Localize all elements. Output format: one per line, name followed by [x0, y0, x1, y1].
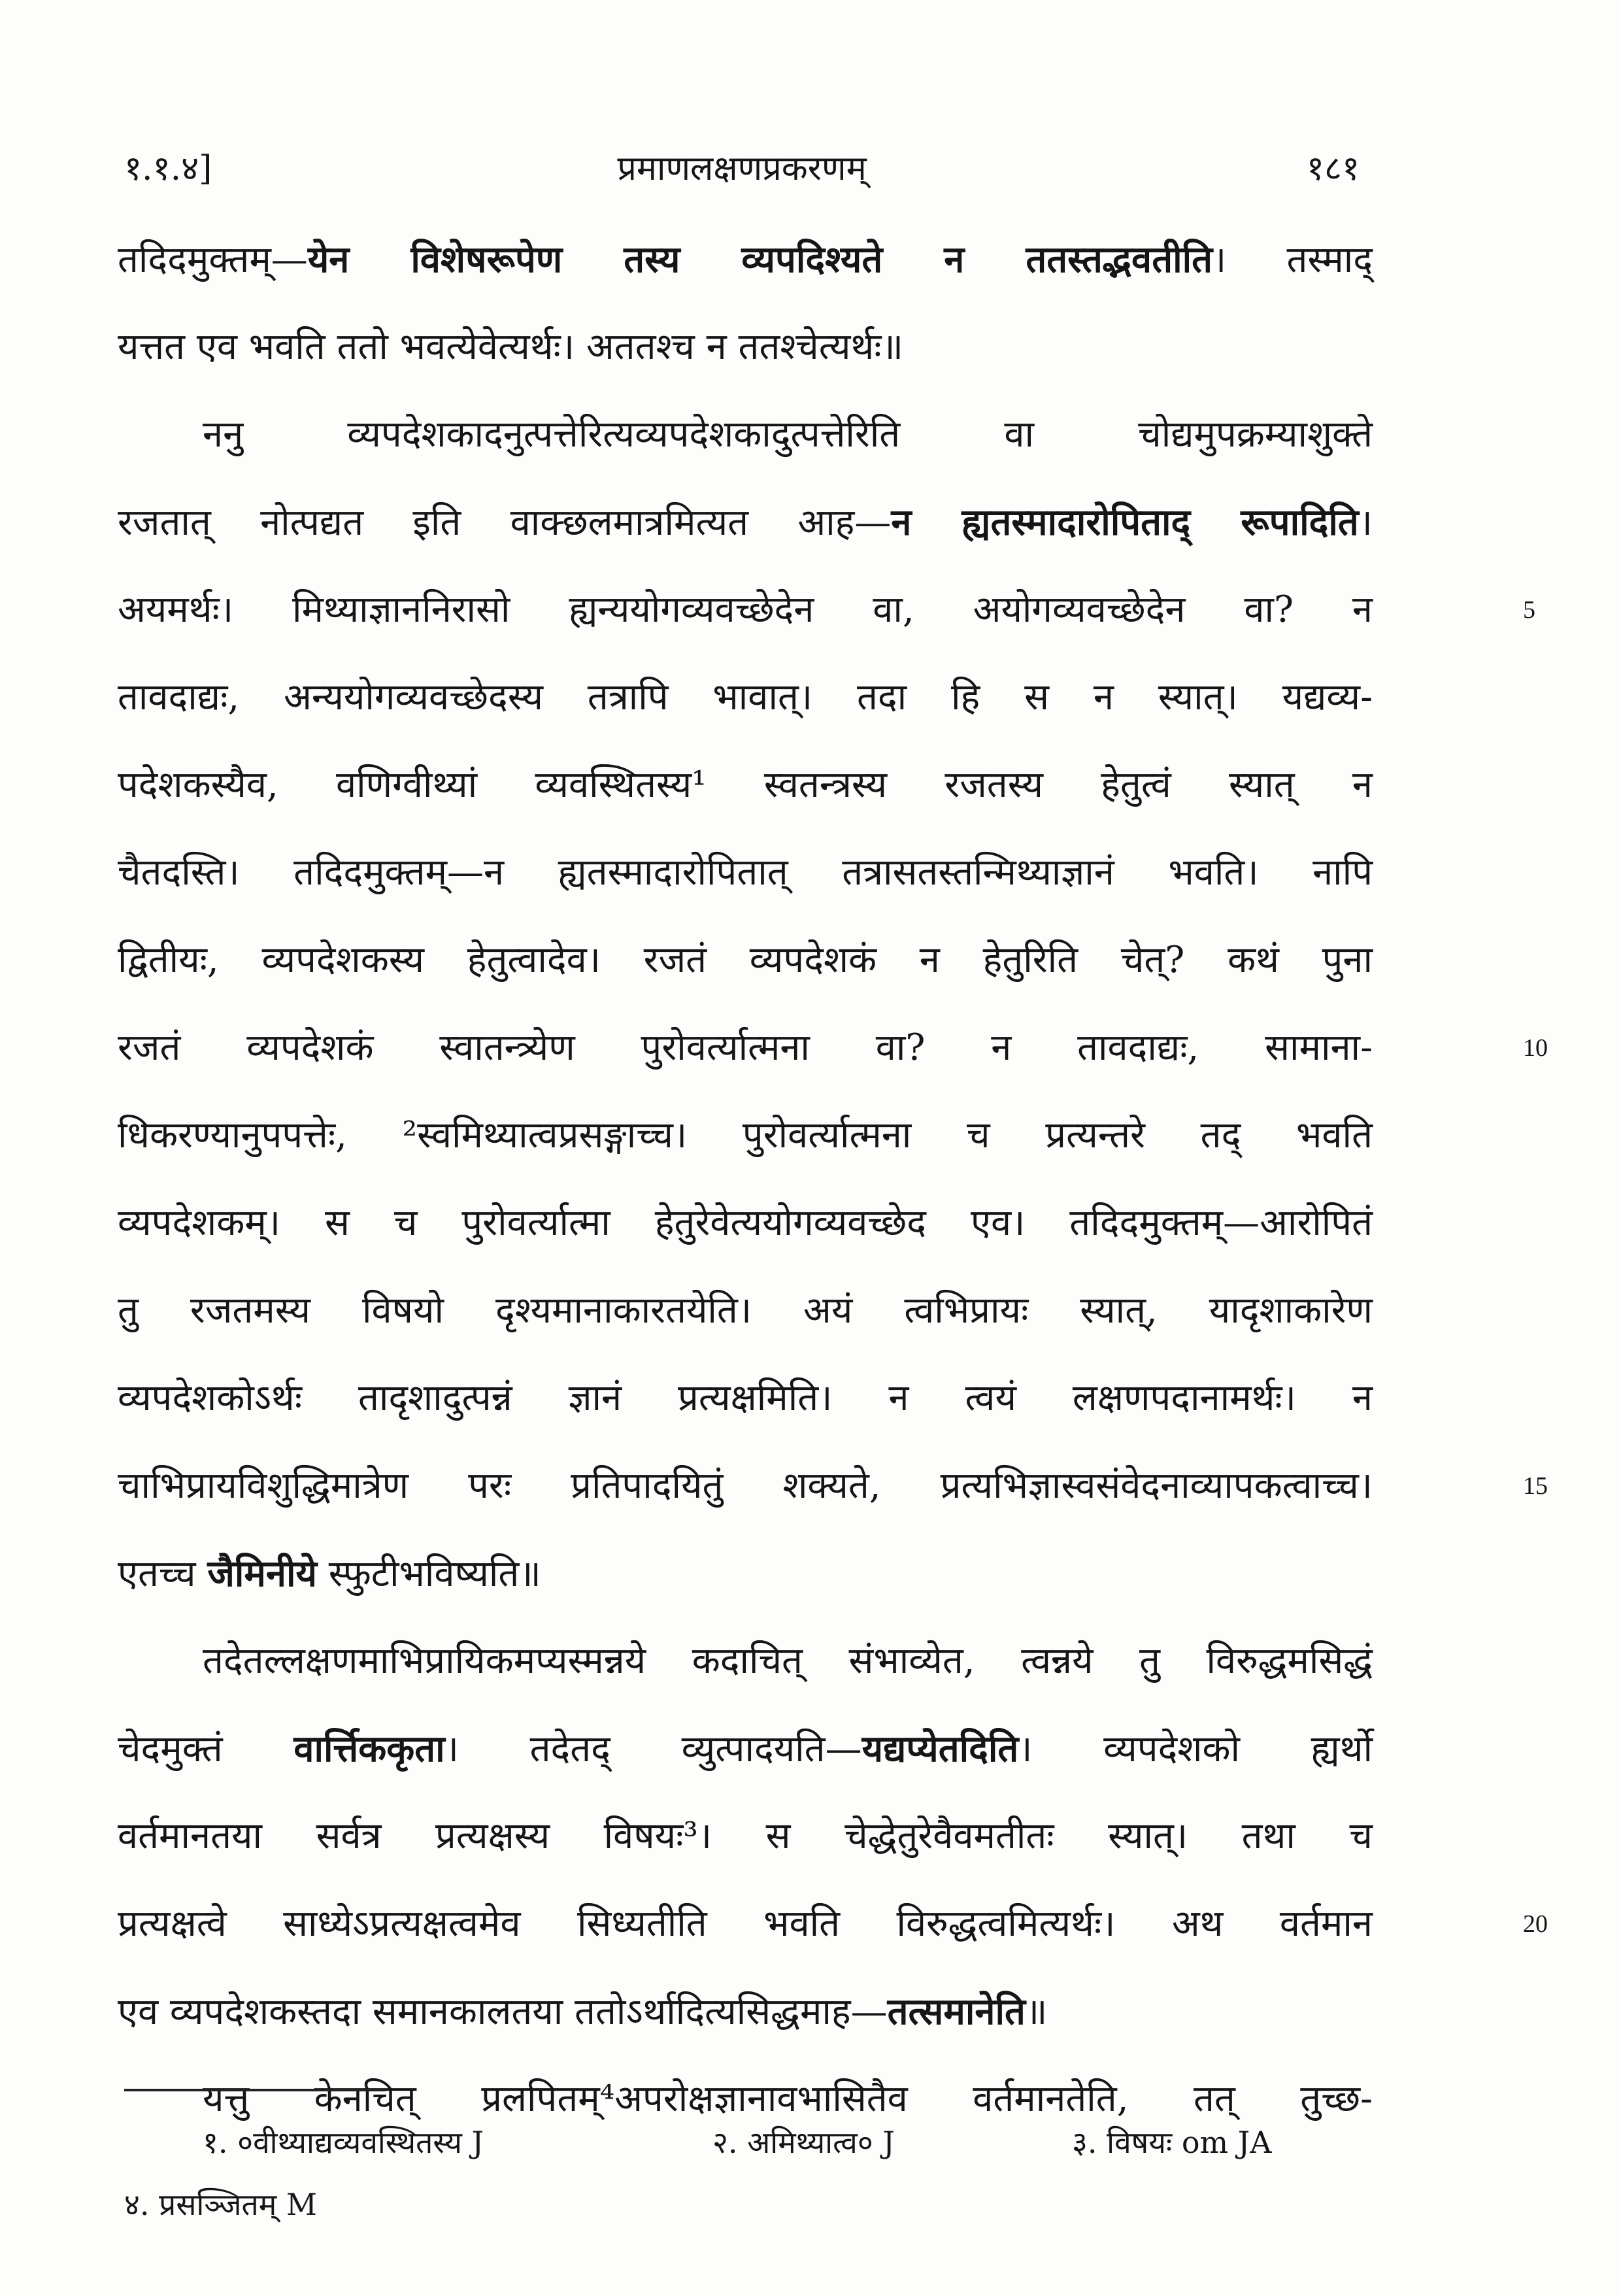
footnote-divider: [124, 2089, 386, 2091]
footnotes: [124, 2112, 1360, 2236]
text-segment: अयमर्थः। मिथ्याज्ञाननिरासो ह्यन्ययोगव्यवच्छेदेन वा, अयोगव्यवच्छेदेन वा? न: [118, 588, 1373, 631]
text-segment: तदिदमुक्तम्—: [118, 239, 308, 281]
footnote-3: ३. विषयः om JA: [1072, 2125, 1272, 2160]
text-line: [118, 391, 1373, 479]
text-line: [118, 216, 1373, 303]
line-number: 10: [1523, 1034, 1548, 1062]
text-line: [118, 1617, 1373, 1705]
text-line: [118, 1880, 1548, 1968]
text-segment: तदेतल्लक्षणमाभिप्रायिकमप्यस्मन्नये कदाचित् संभाव्येत, त्वन्नये तु विरुद्धमसिद्धं: [203, 1640, 1373, 1682]
text-line: [118, 1705, 1373, 1793]
text-segment: । तदेतद् व्युत्पादयति—: [444, 1728, 862, 1770]
footnote-4: ४. प्रसञ्जितम् M: [124, 2187, 317, 2222]
bold-quote: वार्त्तिककृता: [293, 1727, 445, 1770]
text-segment: तावदाद्यः, अन्ययोगव्यवच्छेदस्य तत्रापि भावात्। तदा हि स न स्यात्। यद्यव्य-: [118, 676, 1373, 718]
text-line: [118, 741, 1373, 829]
text-segment: ननु व्यपदेशकादनुत्पत्तेरित्यव्यपदेशकादुत्पत्तेरिति वा चोद्यमुपक्रम्याशुक्ते: [203, 413, 1373, 456]
text-segment: एव व्यपदेशकस्तदा समानकालतया ततोऽर्थादित्यसिद्धमाह—: [118, 1991, 888, 2033]
text-line: [118, 1530, 1373, 1617]
text-segment: ॥: [1025, 1991, 1048, 2033]
line-number: 5: [1523, 596, 1535, 624]
text-segment: । तस्माद्: [1212, 239, 1373, 281]
bold-quote: यद्यप्येतदिति: [861, 1727, 1019, 1770]
text-line: [118, 1092, 1373, 1179]
text-segment: । व्यपदेशको ह्यर्थो: [1018, 1728, 1373, 1770]
text-segment: स्फुटीभविष्यति॥: [316, 1553, 541, 1595]
running-header: [124, 131, 1360, 196]
text-segment: यत्तत एव भवति ततो भवत्येवेत्यर्थः। अततश्च न ततश्चेत्यर्थः॥: [118, 326, 904, 368]
text-segment: व्यपदेशकम्। स च पुरोवर्त्यात्मा हेतुरेवेत्ययोगव्यवच्छेद एव। तदिदमुक्तम्—आरोपितं: [118, 1202, 1373, 1244]
line-number: 15: [1523, 1472, 1548, 1500]
text-line: [118, 917, 1373, 1004]
text-segment: व्यपदेशकोऽर्थः तादृशादुत्पन्नं ज्ञानं प्रत्यक्षमिति। न त्वयं लक्षणपदानामर्थः। न: [118, 1377, 1373, 1419]
text-line: [118, 1968, 1373, 2055]
section-reference: १.१.४]: [124, 149, 212, 188]
page-number: १८१: [1306, 149, 1360, 188]
line-number: 20: [1523, 1910, 1548, 1938]
bold-quote: जैमिनीये: [207, 1552, 317, 1595]
text-segment: वर्तमानतया सर्वत्र प्रत्यक्षस्य विषयः³। स चेद्धेतुरेवैवमतीतः स्यात्। तथा च: [118, 1815, 1373, 1857]
text-segment: चाभिप्रायविशुद्धिमात्रेण परः प्रतिपादयितुं शक्यते, प्रत्यभिज्ञास्वसंवेदनाव्यापकत्वाच्च।: [118, 1464, 1373, 1507]
text-segment: रजतं व्यपदेशकं स्वातन्त्र्येण पुरोवर्त्यात्मना वा? न तावदाद्यः, सामाना-: [118, 1026, 1373, 1069]
text-line: [118, 1793, 1373, 1880]
text-segment: ।: [1358, 501, 1373, 544]
text-segment: चेदमुक्तं: [118, 1728, 294, 1770]
text-segment: धिकरण्यानुपपत्तेः, ²स्वमिथ्यात्वप्रसङ्गाच्च। पुरोवर्त्यात्मना च प्रत्यन्तरे तद् भवति: [118, 1114, 1373, 1156]
text-line: [118, 829, 1373, 917]
text-line: [118, 1355, 1373, 1442]
text-line: [118, 566, 1535, 654]
text-segment: तु रजतमस्य विषयो दृश्यमानाकारतयेति। अयं त्वभिप्रायः स्यात्, यादृशाकारेण: [118, 1289, 1373, 1332]
text-segment: एतच्च: [118, 1553, 208, 1595]
text-line: [118, 654, 1373, 741]
text-segment: यत्तु केनचित् प्रलपितम्⁴अपरोक्षज्ञानावभासितैव वर्तमानतेति, तत् तुच्छ-: [203, 2078, 1373, 2120]
footnote-1: १. ०वीथ्याद्यव्यवस्थितस्य J: [203, 2125, 484, 2160]
text-line: [118, 479, 1373, 566]
text-segment: पदेशकस्यैव, वणिग्वीथ्यां व्यवस्थितस्य¹ स्वतन्त्रस्य रजतस्य हेतुत्वं स्यात् न: [118, 764, 1373, 806]
chapter-title: प्रमाणलक्षणप्रकरणम्: [617, 149, 867, 188]
text-line: [118, 303, 1373, 391]
bold-quote: येन विशेषरूपेण तस्य व्यपदिश्यते न ततस्तद्भवतीति: [307, 238, 1213, 281]
text-segment: द्वितीयः, व्यपदेशकस्य हेतुत्वादेव। रजतं व्यपदेशकं न हेतुरिति चेत्? कथं पुना: [118, 939, 1373, 981]
footnote-2: २. अमिथ्यात्व० J: [712, 2125, 895, 2160]
text-line: [118, 1267, 1373, 1355]
text-line: [118, 1442, 1548, 1530]
text-segment: रजतात् नोत्पद्यत इति वाक्छलमात्रमित्यत आह—: [118, 501, 892, 544]
text-segment: चैतदस्ति। तदिदमुक्तम्—न ह्यतस्मादारोपितात् तत्रासतस्तन्मिथ्याज्ञानं भवति। नापि: [118, 851, 1373, 894]
text-line: [118, 1004, 1548, 1092]
bold-quote: न ह्यतस्मादारोपिताद् रूपादिति: [891, 501, 1359, 544]
main-text: [118, 216, 1548, 2143]
text-segment: प्रत्यक्षत्वे साध्येऽप्रत्यक्षत्वमेव सिध्यतीति भवति विरुद्धत्वमित्यर्थः। अथ वर्तमान: [118, 1902, 1373, 1945]
text-line: [118, 1179, 1373, 1267]
bold-quote: तत्समानेति: [887, 1990, 1026, 2033]
